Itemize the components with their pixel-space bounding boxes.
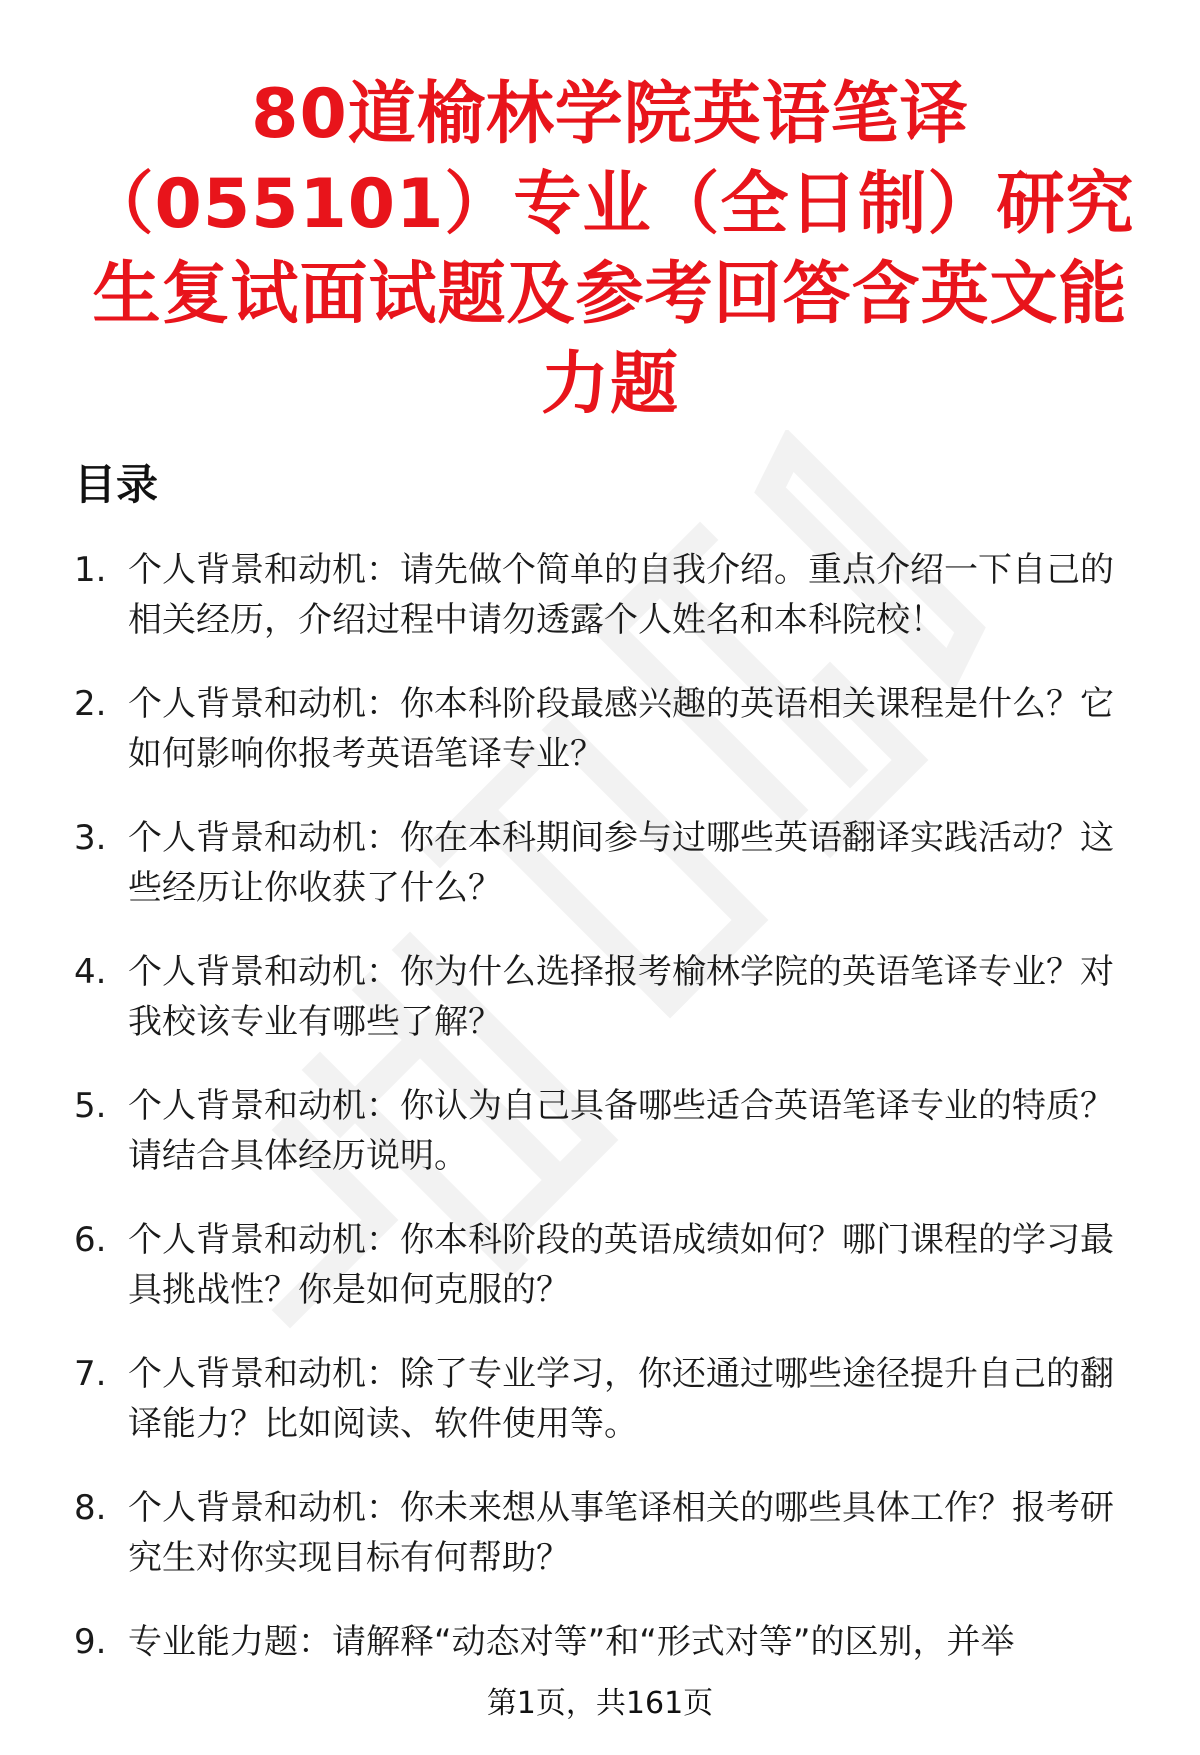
toc-item[interactable] [74,1483,1134,1583]
toc-item-text: 个人背景和动机：你本科阶段最感兴趣的英语相关课程是什么？它如何影响你报考英语笔译专业？ [128,684,1114,774]
toc-item[interactable] [74,947,1134,1047]
toc-item-number: 7. [74,1354,107,1394]
toc-item-text: 个人背景和动机：请先做个简单的自我介绍。重点介绍一下自己的相关经历，介绍过程中请勿透露个人姓名和本科院校！ [128,550,1114,640]
toc-heading: 目录 [74,460,159,509]
document-title: 80道榆林学院英语笔译（055101）专业（全日制）研究生复试面试题及参考回答含英文能力题 [85,75,1135,424]
toc-item[interactable] [74,545,1134,645]
table-of-contents [74,545,1134,1701]
toc-item-number: 3. [74,818,107,858]
toc-item[interactable] [74,813,1134,913]
toc-item-number: 6. [74,1220,107,1260]
toc-item-number: 8. [74,1488,107,1528]
toc-item[interactable] [74,1081,1134,1181]
toc-item-number: 5. [74,1086,107,1126]
toc-item-number: 9. [74,1622,107,1662]
toc-item[interactable] [74,1349,1134,1449]
page-number-footer: 第1页，共161页 [486,1686,714,1721]
toc-item-text: 个人背景和动机：你认为自己具备哪些适合英语笔译专业的特质？请结合具体经历说明。 [128,1086,1114,1176]
toc-item-number: 2. [74,684,107,724]
toc-item[interactable] [74,679,1134,779]
toc-item-text: 个人背景和动机：你在本科期间参与过哪些英语翻译实践活动？这些经历让你收获了什么？ [128,818,1114,908]
toc-item[interactable] [74,1215,1134,1315]
toc-item-number: 1. [74,550,107,590]
toc-item-text: 个人背景和动机：你为什么选择报考榆林学院的英语笔译专业？对我校该专业有哪些了解？ [128,952,1114,1042]
toc-item-text: 个人背景和动机：除了专业学习，你还通过哪些途径提升自己的翻译能力？比如阅读、软件使用等。 [128,1354,1114,1444]
toc-item-text: 个人背景和动机：你未来想从事笔译相关的哪些具体工作？报考研究生对你实现目标有何帮助？ [128,1488,1114,1578]
toc-item-number: 4. [74,952,107,992]
toc-item-text: 个人背景和动机：你本科阶段的英语成绩如何？哪门课程的学习最具挑战性？你是如何克服的？ [128,1220,1114,1310]
toc-item-text: 专业能力题：请解释“动态对等”和“形式对等”的区别，并举 [128,1622,1015,1662]
toc-item[interactable] [74,1617,1134,1667]
